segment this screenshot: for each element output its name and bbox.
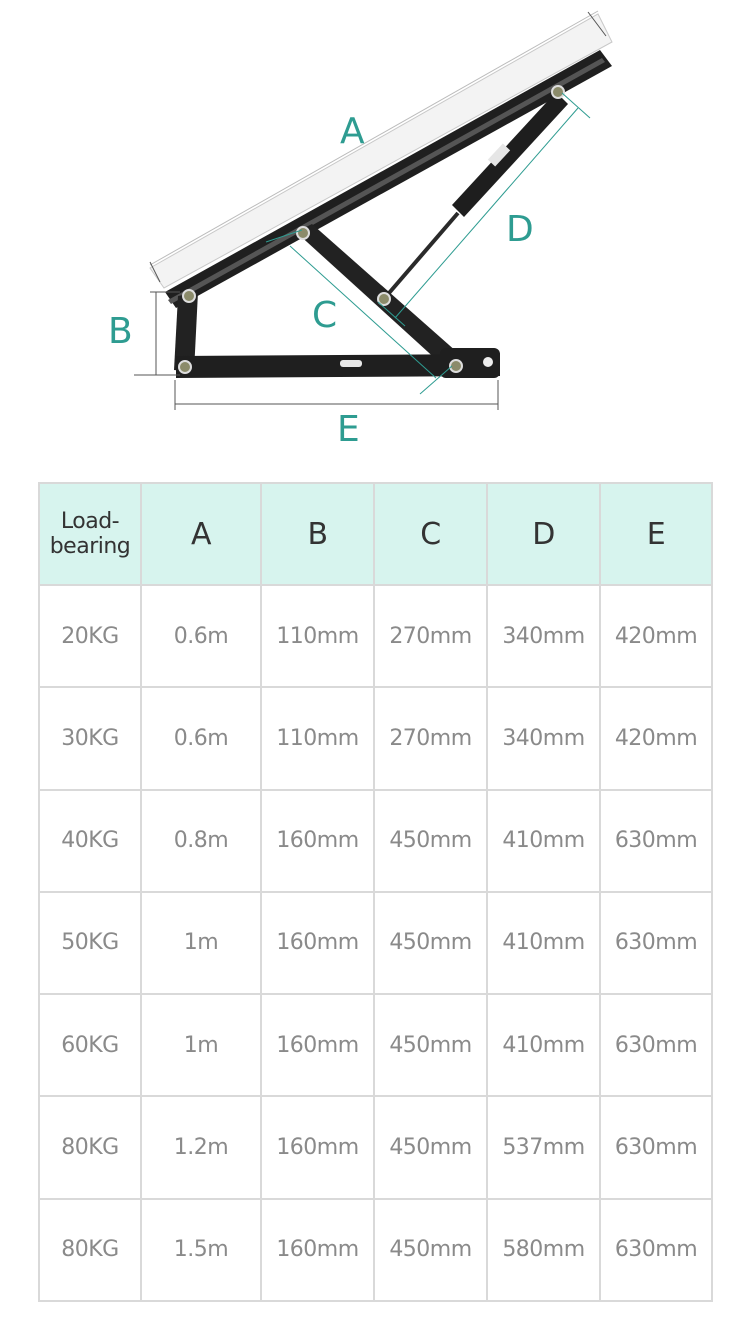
table-row: [39, 687, 712, 789]
cell-c: 450mm: [374, 1096, 487, 1198]
cell-b: 110mm: [261, 585, 374, 687]
cell-a: 0.8m: [141, 790, 261, 892]
label-b: B: [108, 311, 133, 352]
cell-b: 160mm: [261, 790, 374, 892]
cell-c: 450mm: [374, 1199, 487, 1301]
cell-b: 160mm: [261, 994, 374, 1096]
cell-e: 630mm: [600, 790, 712, 892]
table-row: [39, 585, 712, 687]
cell-a: 1.5m: [141, 1199, 261, 1301]
table-row: [39, 790, 712, 892]
header-b: B: [261, 483, 374, 585]
cell-b: 160mm: [261, 1096, 374, 1198]
cell-load: 80KG: [39, 1096, 141, 1198]
cell-load: 80KG: [39, 1199, 141, 1301]
cell-load: 40KG: [39, 790, 141, 892]
cell-load: 20KG: [39, 585, 141, 687]
cell-d: 537mm: [487, 1096, 600, 1198]
gas-spring-rod: [383, 213, 458, 300]
header-c: C: [374, 483, 487, 585]
header-a: A: [141, 483, 261, 585]
cell-load: 60KG: [39, 994, 141, 1096]
cell-e: 630mm: [600, 1096, 712, 1198]
cell-d: 340mm: [487, 585, 600, 687]
cell-e: 630mm: [600, 892, 712, 994]
header-load-bearing: Load- bearing: [39, 483, 141, 585]
label-a: A: [340, 111, 365, 152]
cell-c: 450mm: [374, 790, 487, 892]
cell-e: 420mm: [600, 687, 712, 789]
cell-d: 340mm: [487, 687, 600, 789]
cell-c: 450mm: [374, 892, 487, 994]
cell-a: 0.6m: [141, 585, 261, 687]
cell-e: 630mm: [600, 994, 712, 1096]
table-row: [39, 1199, 712, 1301]
hinge-diagram: [0, 0, 750, 460]
cell-a: 1.2m: [141, 1096, 261, 1198]
cell-a: 1m: [141, 994, 261, 1096]
cell-a: 1m: [141, 892, 261, 994]
lift-mechanism-drawing: [0, 0, 750, 460]
spec-table: [38, 482, 713, 1302]
table-row: [39, 994, 712, 1096]
cell-b: 160mm: [261, 892, 374, 994]
cell-c: 270mm: [374, 585, 487, 687]
cell-d: 580mm: [487, 1199, 600, 1301]
bed-board: [150, 14, 612, 288]
header-e: E: [600, 483, 712, 585]
cell-e: 420mm: [600, 585, 712, 687]
table-row: [39, 892, 712, 994]
cell-b: 160mm: [261, 1199, 374, 1301]
label-d: D: [506, 209, 534, 250]
table-row: [39, 1096, 712, 1198]
cell-e: 630mm: [600, 1199, 712, 1301]
cell-a: 0.6m: [141, 687, 261, 789]
table-body: [39, 585, 712, 1301]
cell-load: 30KG: [39, 687, 141, 789]
header-d: D: [487, 483, 600, 585]
cell-d: 410mm: [487, 892, 600, 994]
cell-d: 410mm: [487, 790, 600, 892]
cell-d: 410mm: [487, 994, 600, 1096]
label-e: E: [337, 409, 360, 450]
cell-load: 50KG: [39, 892, 141, 994]
cell-b: 110mm: [261, 687, 374, 789]
table-header-row: [39, 483, 712, 585]
label-c: C: [312, 295, 338, 336]
cell-c: 450mm: [374, 994, 487, 1096]
cell-c: 270mm: [374, 687, 487, 789]
